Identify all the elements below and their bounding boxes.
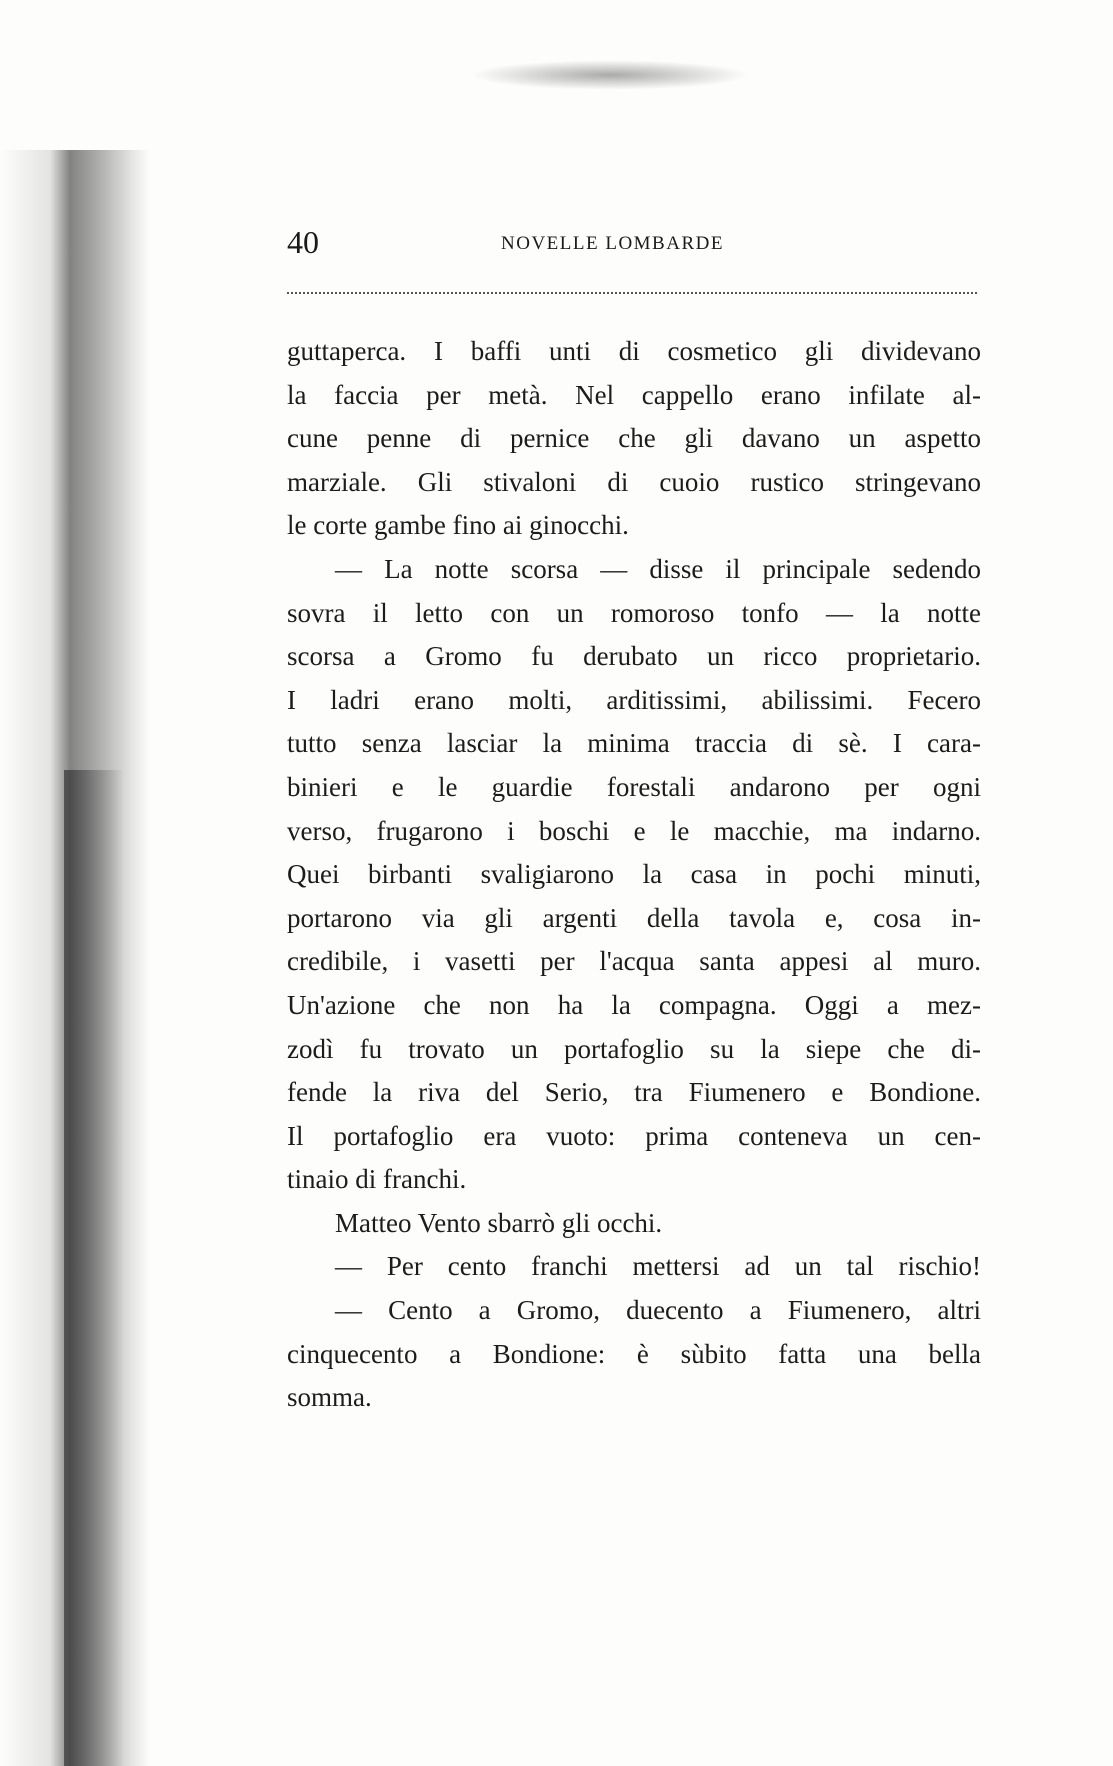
header-divider <box>287 292 977 294</box>
page-number: 40 <box>287 224 319 260</box>
text-line: Il portafoglio era vuoto: prima conteneva un cen- <box>287 1120 981 1151</box>
text-line: la faccia per metà. Nel cappello erano infilate al- <box>287 379 981 410</box>
text-line: — Cento a Gromo, duecento a Fiumenero, altri <box>335 1295 981 1326</box>
gutter-shadow-dark <box>64 770 124 1766</box>
text-line: marziale. Gli stivaloni di cuoio rustico stringevano <box>287 466 981 497</box>
text-line: Matteo Vento sbarrò gli occhi. <box>335 1207 663 1238</box>
running-head: NOVELLE LOMBARDE <box>501 233 724 254</box>
text-line: sovra il letto con un romoroso tonfo — la notte <box>287 597 981 628</box>
text-line: — La notte scorsa — disse il principale sedendo <box>335 553 981 584</box>
text-line: somma. <box>287 1382 372 1413</box>
text-line: I ladri erano molti, arditissimi, abilissimi. Fecero <box>287 684 981 715</box>
text-line: — Per cento franchi mettersi ad un tal rischio! <box>335 1251 981 1282</box>
text-line: tinaio di franchi. <box>287 1164 467 1195</box>
text-line: guttaperca. I baffi unti di cosmetico gli dividevano <box>287 336 981 366</box>
text-line: tutto senza lasciar la minima traccia di sè. I cara- <box>287 728 981 759</box>
text-line: cinquecento a Bondione: è sùbito fatta una bella <box>287 1338 981 1369</box>
text-line: Un'azione che non ha la compagna. Oggi a mez- <box>287 989 981 1020</box>
text-line: credibile, i vasetti per l'acqua santa appesi al muro. <box>287 946 981 977</box>
text-line: le corte gambe fino ai ginocchi. <box>287 510 629 541</box>
text-line: Quei birbanti svaligiarono la casa in pochi minuti, <box>287 859 981 890</box>
text-line: binieri e le guardie forestali andarono per ogni <box>287 771 981 802</box>
text-line: fende la riva del Serio, tra Fiumenero e Bondione. <box>287 1077 981 1108</box>
text-line: zodì fu trovato un portafoglio su la siepe che di- <box>287 1033 981 1064</box>
text-line: verso, frugarono i boschi e le macchie, ma indarno. <box>287 815 981 846</box>
top-smudge <box>470 60 750 90</box>
text-line: cune penne di pernice che gli davano un aspetto <box>287 423 981 454</box>
text-line: scorsa a Gromo fu derubato un ricco proprietario. <box>287 641 981 672</box>
text-line: portarono via gli argenti della tavola e, cosa in- <box>287 902 981 933</box>
page-header <box>287 222 987 262</box>
body-text <box>287 330 981 1420</box>
